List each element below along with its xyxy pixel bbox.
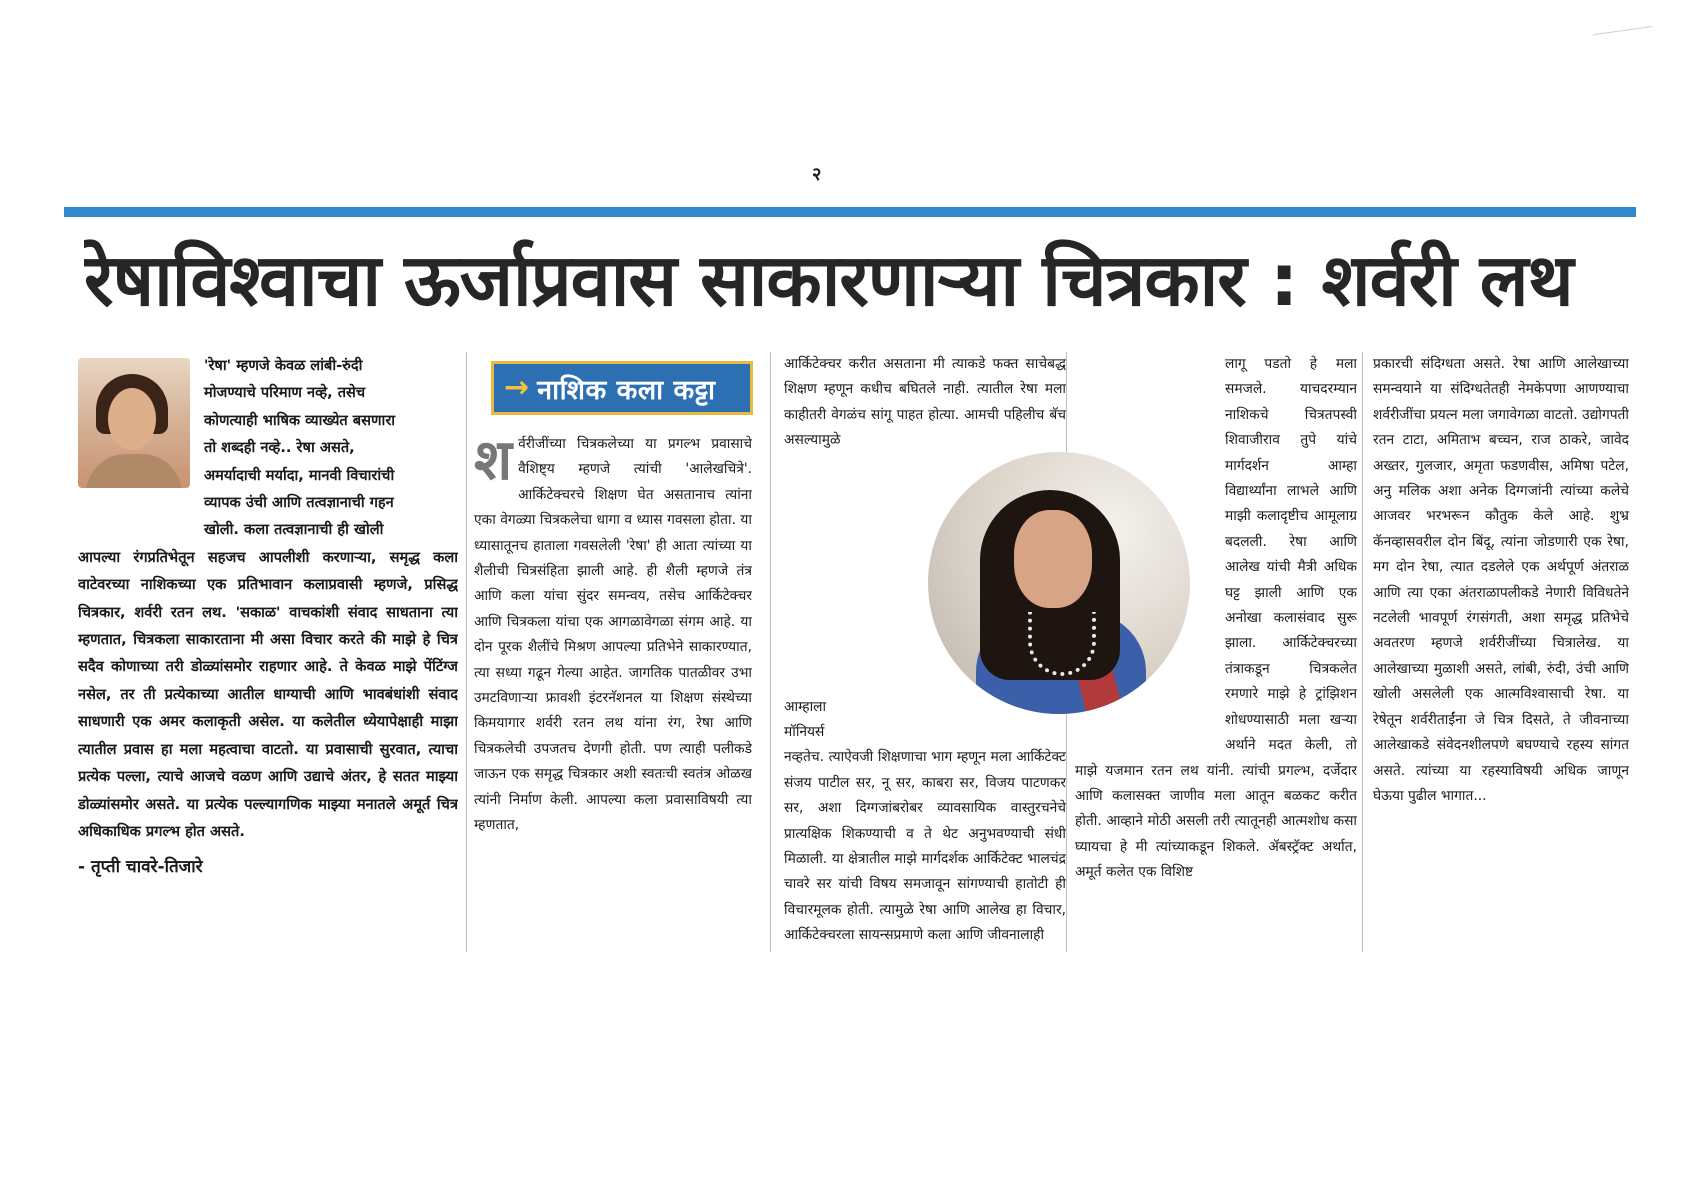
arrow-right-icon: → <box>504 370 530 405</box>
column-text: प्रकारची संदिग्धता असते. रेषा आणि आलेखाच्या समन्वयाने या संदिग्धतेतही नेमकेपणा आणण्याचा शर्वरीजींचा प्रयत्न मला जगावेगळा वाटतो. उद्योगपती रतन टाटा, अमिताभ बच्चन, राज ठाकरे, जावेद अख्तर, गुलजार, अमृता फडणवीस, अमिषा पटेल, अनु मलिक अशा अनेक दिग्गजांनी त्यांच्या कलेचे आजवर भरभरून कौतुक केले आहे. शुभ्र कॅनव्हासवरील दोन बिंदू, त्यांना जोडणारी एक रेषा, मग दोन रेषा, त्यात दडलेले एक अर्थपूर्ण अंतराळ आणि त्या एका अंतराळापलीकडे नेणारी विविधतेने नटलेली भावपूर्ण रंगसंगती, अशा समृद्ध प्रतिभेचे अवतरण म्हणजे शर्वरीजींच्या चित्रालेख. या आलेखाच्या मुळाशी असते, लांबी, रुंदी, उंची आणि खोली असलेली एक आत्मविश्वासाची रेषा. या रेषेतून शर्वरीताईंना जे चित्र दिसते, ते जीवनाच्या आलेखाकडे संवेदनशीलपणे बघण्याचे रहस्य सांगत असते. त्यांच्या या रहस्याविषयी अधिक जाणून घेऊया पुढील भागात... <box>1373 356 1629 804</box>
article-column-5 <box>1373 352 1629 944</box>
intro-line: कोणत्याही भाषिक व्याख्येत बसणारा <box>204 411 396 429</box>
intro-body: आपल्या रंगप्रतिभेतून सहजच आपलीशी करणाऱ्या, समृद्ध कला वाटेवरच्या नाशिकच्या एक प्रतिभावान कलाप्रवासी म्हणजे, प्रसिद्ध चित्रकार, शर्वरी रतन लथ. 'सकाळ' वाचकांशी संवाद साधताना त्या म्हणतात, चित्रकला साकारताना मी असा विचार करते की माझे हे चित्र सदैव कोणाच्या तरी डोळ्यांसमोर राहणार आहे. ते केवळ माझे पेंटिंग्ज नसेल, तर ती प्रत्येकाच्या आतील धाग्याची आणि भावबंधांशी संवाद साधणारी एक अमर कलाकृती असेल. या कलेतील ध्येयापेक्षाही माझा त्यातील प्रवास हा मला महत्वाचा वाटतो. या प्रवासाची सुरवात, त्याचा प्रत्येक पल्ला, त्याचे आजचे वळण आणि उद्याचे अंतर, हे सतत माझ्या डोळ्यांसमोर असते. या प्रत्येक पल्ल्यागणिक माझ्या मनातले अमूर्त चित्र अधिकाधिक प्रगल्भ होत असते. <box>78 548 458 840</box>
column-divider <box>770 352 771 952</box>
intro-line: खोली. कला तत्वज्ञानाची ही खोली <box>204 521 384 539</box>
drop-cap: श <box>474 432 513 493</box>
intro-line: व्यापक उंची आणि तत्वज्ञानाची गहन <box>204 494 394 512</box>
column-text: लागू पडतो हे मला समजले. याचदरम्यान नाशिकचे चित्रतपस्वी शिवाजीराव तुपे यांचे मार्गदर्शन आम्हा विद्यार्थ्यांना लाभले आणि माझी कलादृष्टीच आमूलाग्र बदलली. रेषा आणि आलेख यांची मैत्री अधिक घट्ट झाली आणि एक अनोखा कलासंवाद सुरू झाला. आर्किटेक्चरच्या तंत्राकडून चित्रकलेत रमणारे माझे हे ट्रांझिशन शोधण्यासाठी मला खऱ्या अर्थाने मदत केली, तो माझे यजमान रतन लथ यांनी. त्यांची प्रगल्भ, दर्जेदार आणि कलासक्त जाणीव मला आतून बळकट करीत होती. आव्हाने मोठी असली तरी त्यातूनही आत्मशोध कसा घ्यायचा हे मी त्यांच्याकडून शिकले. ॲबस्ट्रॅक्ट अर्थात, अमूर्त कलेत एक विशिष्ट <box>1075 356 1357 881</box>
artist-portrait <box>928 452 1190 714</box>
page-number: २ <box>812 164 822 185</box>
column-text: आर्किटेक्चर करीत असताना मी त्याकडे फक्त साचेबद्ध शिक्षण म्हणून कधीच बघितले नाही. त्यातील रेषा मला काहीतरी वेगळंच सांगू पाहत होत्या. आमची पहिलीच बॅच असल्यामुळे आम्हाला मॉनियर्स नव्हतेच. त्याऐवजी शिक्षणाचा भाग म्हणून मला आर्किटेक्ट संजय पाटील सर, नू सर, काबरा सर, विजय पाटणकर सर, अशा दिग्गजांबरोबर व्यावसायिक वास्तुरचनेचे प्रात्यक्षिक शिकण्याची व ते थेट अनुभवण्याची संधी मिळाली. या क्षेत्रातील माझे मार्गदर्शक आर्किटेक्ट भालचंद्र चावरे सर यांची विषय समजावून सांगण्याची हातोटी ही विचारमूलक होती. त्यामुळे रेषा आणि आलेख हा विचार, आर्किटेक्चरला सायन्सप्रमाणे कला आणि जीवनालाही <box>784 356 1066 944</box>
column-divider <box>466 352 467 952</box>
kicker-label: नाशिक कला कट्टा <box>537 374 716 406</box>
intro-line: तो शब्दही नव्हे.. रेषा असते, <box>204 439 355 457</box>
intro-column <box>78 352 458 962</box>
intro-line: अमर्यादाची मर्यादा, मानवी विचारांची <box>204 466 395 484</box>
column-divider <box>1362 352 1363 952</box>
column-text: र्वरीजींच्या चित्रकलेच्या या प्रगल्भ प्रवासाचे वैशिष्ट्य म्हणजे त्यांची 'आलेखचित्रे'. आर्किटेक्चरचे शिक्षण घेत असतानाच त्यांना एका वेगळ्या चित्रकलेचा धागा व ध्यास गवसला होता. या ध्यासातूनच हाताला गवसलेली 'रेषा' ही आता त्यांच्या या शैलीची चित्रसंहिता झाली आहे. ही शैली म्हणजे तंत्र आणि कला यांचा सुंदर समन्वय, तसेच आर्किटेक्चर आणि चित्रकला यांचा एक आगळावेगळा संगम आहे. या दोन पूरक शैलींचे मिश्रण आपल्या प्रतिभेने साकारण्यात, त्या सध्या गढून गेल्या आहेत. जागतिक पातळीवर उभा उमटविणाऱ्या फ्रावशी इंटरनॅशनल या शिक्षण संस्थेच्या किमयागार शर्वरी रतन लथ यांना रंग, रेषा आणि चित्रकलेची उपजतच देणगी होती. पण त्याही पलीकडे जाऊन एक समृद्ध चित्रकार अशी स्वतःची स्वतंत्र ओळख त्यांनी निर्माण केली. आपल्या कला प्रवासाविषयी त्या म्हणतात, <box>474 436 752 834</box>
headline: रेषाविश्वाचा ऊर्जाप्रवास साकारणाऱ्या चित्रकार : शर्वरी लथ <box>84 238 1573 322</box>
section-kicker <box>491 361 753 415</box>
intro-line: 'रेषा' म्हणजे केवळ लांबी-रुंदी <box>204 357 363 374</box>
byline: - तृप्ती चावरे-तिजारे <box>78 857 203 878</box>
article-column-2 <box>474 432 752 962</box>
scan-mark <box>1593 26 1655 53</box>
header-rule <box>64 207 1636 217</box>
intro-line: मोजण्याचे परिमाण नव्हे, तसेच <box>204 384 366 402</box>
